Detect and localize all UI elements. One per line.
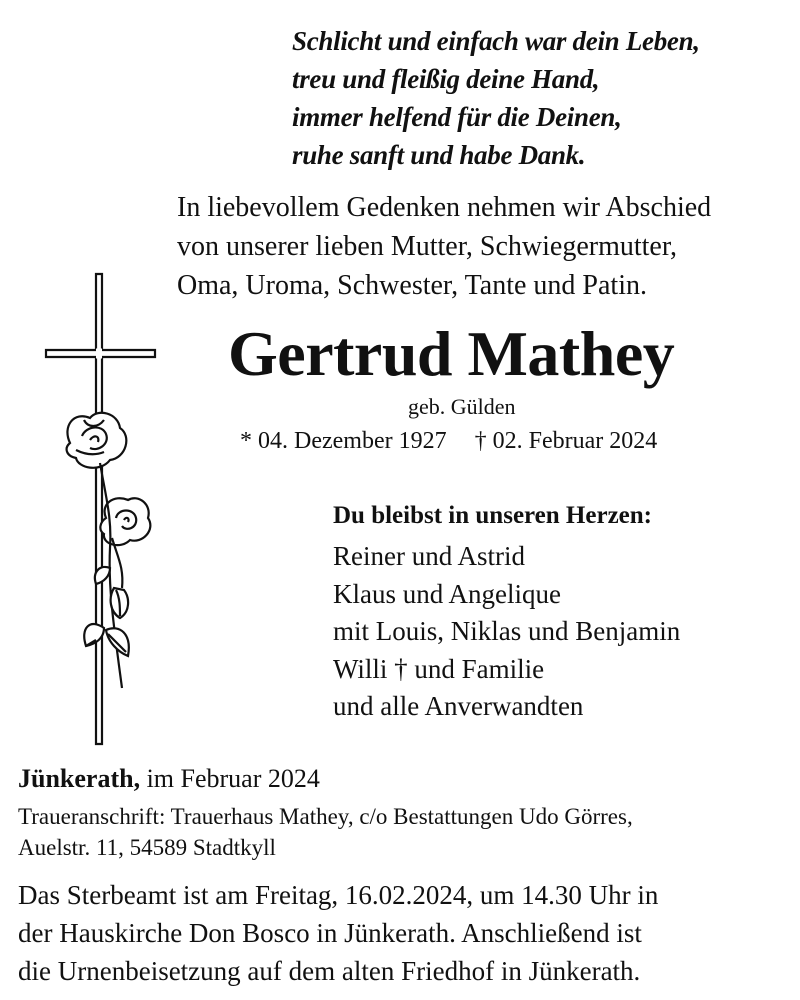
cross-with-roses-icon bbox=[40, 268, 170, 753]
born-name: geb. Gülden bbox=[408, 394, 516, 419]
intro-line: In liebevollem Gedenken nehmen wir Abschied bbox=[177, 192, 712, 223]
intro-text bbox=[177, 188, 711, 305]
address-line: Traueranschrift: Trauerhaus Mathey, c/o Bestattungen Udo Görres, bbox=[18, 804, 633, 829]
intro-line: Oma, Uroma, Schwester, Tante und Patin. bbox=[177, 270, 647, 301]
place-month: im Februar 2024 bbox=[140, 764, 320, 793]
service-line: der Hauskirche Don Bosco in Jünkerath. Anschließend ist bbox=[18, 918, 642, 948]
poem-line: Schlicht und einfach war dein Leben, bbox=[292, 26, 700, 56]
place-date bbox=[18, 762, 320, 796]
deceased-name: Gertrud Mathey bbox=[228, 318, 675, 389]
service-line: Das Sterbeamt ist am Freitag, 16.02.2024, um 14.30 Uhr in bbox=[18, 880, 659, 910]
poem-line: treu und fleißig deine Hand, bbox=[292, 64, 600, 94]
life-dates bbox=[240, 426, 679, 456]
mourner-line: mit Louis, Niklas und Benjamin bbox=[333, 616, 681, 646]
service-info bbox=[18, 876, 658, 990]
mourning-address bbox=[18, 801, 633, 863]
mourners-list bbox=[333, 538, 680, 726]
intro-line: von unserer lieben Mutter, Schwiegermutter, bbox=[177, 231, 678, 262]
mourner-line: Willi † und Familie bbox=[333, 653, 545, 684]
poem bbox=[292, 22, 700, 174]
place-town: Jünkerath, bbox=[18, 764, 141, 793]
death-date: † 02. Februar 2024 bbox=[474, 428, 658, 454]
mourner-line: und alle Anverwandten bbox=[333, 691, 584, 721]
address-line: Auelstr. 11, 54589 Stadtkyll bbox=[18, 835, 276, 860]
mourner-line: Klaus und Angelique bbox=[333, 578, 561, 609]
birth-date: * 04. Dezember 1927 bbox=[240, 428, 447, 454]
service-line: die Urnenbeisetzung auf dem alten Friedhof in Jünkerath. bbox=[18, 956, 641, 986]
mourner-line: Reiner und Astrid bbox=[333, 541, 525, 571]
poem-line: immer helfend für die Deinen, bbox=[292, 102, 622, 132]
poem-line: ruhe sanft und habe Dank. bbox=[292, 140, 586, 170]
mourners-heading: Du bleibst in unseren Herzen: bbox=[333, 502, 652, 529]
